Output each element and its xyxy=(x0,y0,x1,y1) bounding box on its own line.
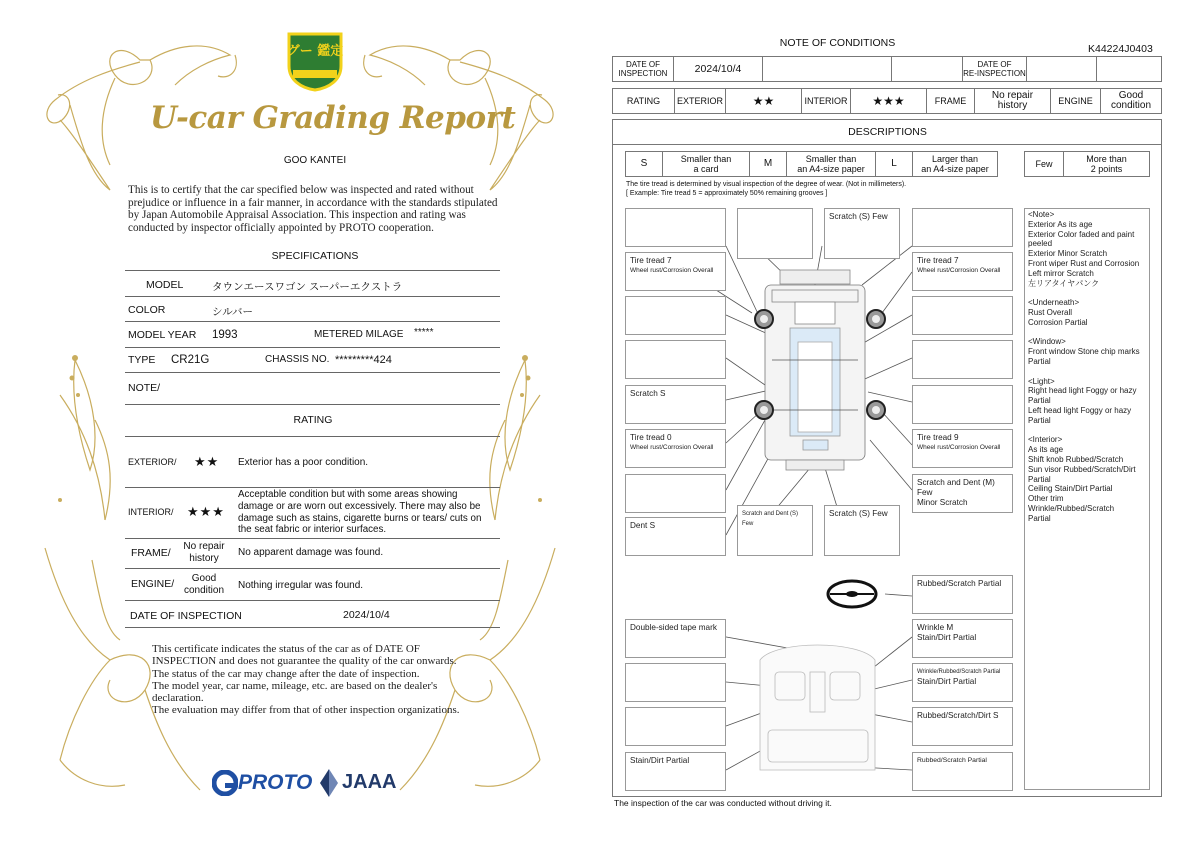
exterior-stars: ★★ xyxy=(725,88,802,114)
certificate-title: U-car Grading Report xyxy=(150,100,516,136)
box-empty-r2 xyxy=(912,296,1013,335)
proto-logo-text: PROTO xyxy=(238,771,313,794)
model-value: タウンエースワゴン スーパーエクストラ xyxy=(212,281,403,293)
box-empty-r4 xyxy=(912,385,1013,424)
tire-tread-note: The tire tread is determined by visual inspection of the degree of wear. (Not in millimeters). [ Example: Tire tread 5 = approximately 50% remaining grooves ] xyxy=(626,181,907,197)
engine-value: Good condition xyxy=(1100,88,1162,114)
box-wrinkle-m: Wrinkle M Stain/Dirt Partial xyxy=(912,619,1013,658)
model-year-value: 1993 xyxy=(212,329,238,341)
box-empty-1 xyxy=(625,208,726,247)
box-empty-top-left xyxy=(737,208,813,259)
certificate-footer: This certificate indicates the status of the car as of DATE OF INSPECTION and does not guarantee the quality of the car onwards. The status of the car may change after the date of inspection. The model year, car name, mileage, etc. are based on the dealer's declaration. The evaluation may differ from that of other inspection organizations. xyxy=(152,643,460,717)
mileage-value: ***** xyxy=(414,327,434,338)
report-title: NOTE OF CONDITIONS xyxy=(779,37,896,49)
goo-kantei-badge xyxy=(285,28,345,92)
box-double-sided-tape: Double-sided tape mark xyxy=(625,619,726,658)
type-value: CR21G xyxy=(171,354,210,366)
frame-desc: No apparent damage was found. xyxy=(238,547,384,558)
interior-label: INTERIOR xyxy=(801,88,851,114)
box-tire-front-left: Tire tread 7 Wheel rust/Corrosion Overall xyxy=(625,252,726,291)
date-reinspection-label: DATE OF RE-INSPECTION xyxy=(962,56,1027,82)
box-scratch-dent-s-few: Scratch and Dent (S) Few xyxy=(737,505,813,556)
proto-logo-icon xyxy=(212,770,238,796)
exterior-label: EXTERIOR xyxy=(674,88,726,114)
engine-value: Good condition xyxy=(183,573,225,596)
box-int-empty-1 xyxy=(625,663,726,702)
box-wrinkle-rubbed: Wrinkle/Rubbed/Scratch Partial Stain/Dirt Partial xyxy=(912,663,1013,702)
condition-notes: <Note> Exterior As its age Exterior Color faded and paint peeled Exterior Minor Scratch Front wiper Rust and Corrosion Left mirror Scratch 左リアタイヤパンク <Underneath> Rust Overall Corrosion Partial <Window> Front window Stone chip marks Partial <Light> Right head light Foggy or hazy Partial Left head light Foggy or hazy Partial <Interior> As its age Shift knob Rubbed/Scratch Sun visor Rubbed/Scratch/Dirt Partial Ceiling Stain/Dirt Partial Other trim Wrinkle/Rubbed/Scratch Partial xyxy=(1028,210,1140,523)
chassis-value: *********424 xyxy=(335,354,392,366)
legend-few-desc: More than 2 points xyxy=(1063,151,1150,177)
box-tire-rear-left: Tire tread 0 Wheel rust/Corrosion Overall xyxy=(625,429,726,468)
specifications-heading: SPECIFICATIONS xyxy=(271,250,359,262)
legend-m-desc: Smaller than an A4-size paper xyxy=(786,151,876,177)
intro-text: This is to certify that the car specified below was inspected and rated without prejudice or influence in a fair manner, in accordance with the standards stipulated by Japan Automobile Appraisal Association. This inspection and rating was conducted by inspector officially appointed by PROTO cooperation. xyxy=(128,184,498,234)
rating-heading: RATING xyxy=(293,414,333,426)
box-empty-r3 xyxy=(912,340,1013,379)
box-empty-2 xyxy=(625,296,726,335)
box-empty-4 xyxy=(625,474,726,513)
date-value: 2024/10/4 xyxy=(343,609,390,621)
interior-desc: Acceptable condition but with some areas showing damage or are worn out excessively. There may also be damage such as stains, cigarette burns or tears/ cuts on the seat fabric or interior surfaces. xyxy=(238,489,482,536)
certificate-subtitle: GOO KANTEI xyxy=(283,155,347,166)
box-steering-rubbed: Rubbed/Scratch Partial xyxy=(912,575,1013,614)
interior-stars: ★★★ xyxy=(187,505,225,520)
engine-desc: Nothing irregular was found. xyxy=(238,580,364,591)
legend-few: Few xyxy=(1024,151,1064,177)
date-label: DATE OF INSPECTION xyxy=(130,610,242,622)
interior-label: INTERIOR/ xyxy=(128,507,174,517)
box-stain-dirt: Stain/Dirt Partial xyxy=(625,752,726,791)
legend-l-desc: Larger than an A4-size paper xyxy=(912,151,998,177)
chassis-label: CHASSIS NO. xyxy=(265,354,330,365)
legend-l: L xyxy=(875,151,913,177)
legend-s-desc: Smaller than a card xyxy=(662,151,750,177)
model-year-label: MODEL YEAR xyxy=(128,329,197,341)
box-empty-3 xyxy=(625,340,726,379)
badge-text: グー 鑑定 xyxy=(286,44,344,59)
box-int-empty-2 xyxy=(625,707,726,746)
legend-s: S xyxy=(625,151,663,177)
jaaa-logo-text: JAAA xyxy=(342,771,397,793)
color-label: COLOR xyxy=(128,304,166,316)
model-label: MODEL xyxy=(146,279,184,291)
frame-value: No repair history xyxy=(974,88,1051,114)
date-inspection-label: DATE OF INSPECTION xyxy=(612,56,674,82)
box-dent-s: Dent S xyxy=(625,517,726,556)
box-scratch-few-top: Scratch (S) Few xyxy=(824,208,900,259)
engine-label: ENGINE/ xyxy=(131,578,175,590)
box-empty-r1 xyxy=(912,208,1013,247)
box-tire-front-right: Tire tread 7 Wheel rust/Corrosion Overall xyxy=(912,252,1013,291)
exterior-desc: Exterior has a poor condition. xyxy=(238,457,369,468)
report-footer: The inspection of the car was conducted without driving it. xyxy=(614,798,832,808)
steering-wheel-icon xyxy=(828,581,876,607)
frame-label: FRAME/ xyxy=(131,547,171,559)
box-scratch-dent-m: Scratch and Dent (M) Few Minor Scratch xyxy=(912,474,1013,513)
engine-label: ENGINE xyxy=(1050,88,1101,114)
legend-m: M xyxy=(749,151,787,177)
box-rubbed-scratch-dirt: Rubbed/Scratch/Dirt S xyxy=(912,707,1013,746)
color-value: シルバー xyxy=(212,306,254,318)
report-id: K44224J0403 xyxy=(1088,43,1153,55)
rating-label: RATING xyxy=(612,88,675,114)
frame-value: No repair history xyxy=(183,541,225,564)
note-of-conditions xyxy=(600,0,1200,848)
jaaa-logo-icon xyxy=(318,769,340,797)
box-tire-rear-right: Tire tread 9 Wheel rust/Corrosion Overall xyxy=(912,429,1013,468)
box-rubbed-scratch-partial: Rubbed/Scratch Partial xyxy=(912,752,1013,791)
box-scratch-s: Scratch S xyxy=(625,385,726,424)
box-scratch-few-bottom: Scratch (S) Few xyxy=(824,505,900,556)
exterior-stars: ★★ xyxy=(194,455,220,470)
frame-label: FRAME xyxy=(926,88,975,114)
type-label: TYPE xyxy=(128,354,156,366)
exterior-label: EXTERIOR/ xyxy=(128,457,177,467)
date-inspection-value: 2024/10/4 xyxy=(673,56,763,82)
descriptions-heading: DESCRIPTIONS xyxy=(848,126,927,138)
interior-stars: ★★★ xyxy=(850,88,927,114)
note-label: NOTE/ xyxy=(128,382,161,394)
mileage-label: METERED MILAGE xyxy=(314,329,404,340)
